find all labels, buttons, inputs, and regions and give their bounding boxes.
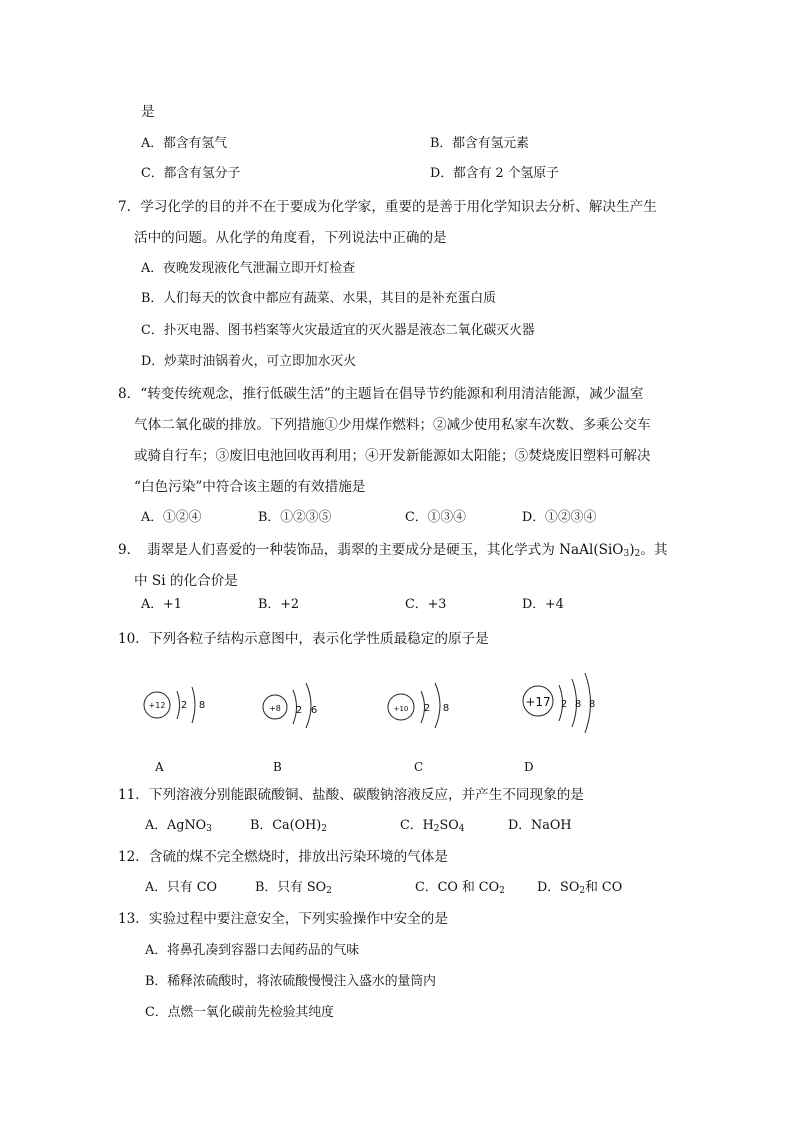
q12-stem-line1: 12．含硫的煤不完全燃烧时，排放出污染环境的气体是	[118, 849, 448, 865]
q7-option-b: B．人们每天的饮食中都应有蔬菜、水果，其目的是补充蛋白质	[141, 291, 496, 306]
q8-stem-line3: 或骑自行车；③废旧电池回收再利用；④开发新能源如太阳能；⑤焚烧废旧塑料可解决	[134, 448, 651, 464]
q8-stem-line1: 8．“转变传统观念，推行低碳生活”的主题旨在倡导节约能源和利用清洁能源，减少温室	[118, 386, 644, 402]
q7-option-a: A．夜晚发现液化气泄漏立即开灯检查	[141, 261, 355, 276]
q6-option-c: C．都含有氢分子	[141, 166, 241, 181]
q7-stem-line2: 活中的问题。从化学的角度看，下列说法中正确的是	[134, 230, 447, 246]
diagram-label-c: C	[414, 760, 424, 774]
electron-count-d-3: 8	[588, 699, 596, 710]
q9-stem-line2: 中 Si 的化合价是	[134, 573, 238, 589]
q8-stem-line4: “白色污染”中符合该主题的有效措施是	[134, 479, 366, 495]
q9-option-a: A．+1	[141, 597, 182, 612]
q12-option-c: C．CO 和 $CO_2$	[415, 880, 505, 896]
q8-option-b: B．①②③⑤	[258, 510, 332, 525]
nucleus-charge-c: +10	[393, 705, 409, 713]
q11-stem-line1: 11．下列溶液分别能跟硫酸铜、盐酸、碳酸钠溶液反应，并产生不同现象的是	[118, 787, 584, 803]
q6-option-a: A．都含有氢气	[141, 136, 228, 151]
q8-option-c: C．①③④	[405, 510, 466, 525]
q12-option-b: B．只有 $SO_2$	[255, 880, 332, 896]
electron-count-c-2: 8	[442, 703, 450, 714]
q7-option-c: C．扑灭电器、图书档案等火灾最适宜的灭火器是液态二氧化碳灭火器	[141, 323, 535, 338]
q6-option-d: D．都含有 2 个氢原子	[430, 166, 559, 181]
q9-option-d: D．+4	[522, 597, 564, 612]
diagram-label-b: B	[273, 760, 282, 774]
nucleus-charge-b: +8	[269, 704, 281, 713]
atom-diagram-d	[523, 673, 595, 733]
electron-count-b-1: 2	[295, 705, 303, 716]
diagram-label-a: A	[155, 760, 164, 774]
q8-option-d: D．①②③④	[522, 510, 597, 525]
electron-count-a-2: 8	[198, 700, 206, 711]
electron-shell-a-1	[177, 691, 180, 719]
electron-count-b-2: 6	[310, 705, 318, 716]
diagram-label-d: D	[524, 760, 534, 774]
q6-stem-tail: 是	[141, 104, 155, 120]
q12-option-a: A．只有 CO	[145, 880, 217, 895]
atom-diagram-b	[263, 683, 317, 728]
q8-option-a: A．①②④	[141, 510, 202, 525]
q13-option-b: B．稀释浓硫酸时，将浓硫酸慢慢注入盛水的量筒内	[145, 974, 436, 989]
electron-count-d-1: 2	[560, 699, 568, 710]
q9-option-b: B．+2	[258, 597, 300, 612]
q11-option-c: C．$H_2SO_4$	[400, 818, 465, 834]
q7-stem-line1: 7．学习化学的目的并不在于要成为化学家，重要的是善于用化学知识去分析、解决生产生	[118, 199, 657, 215]
q7-option-d: D．炒菜时油锅着火，可立即加水灭火	[141, 354, 357, 369]
q8-stem-line2: 气体二氧化碳的排放。下列措施①少用煤作燃料；②减少使用私家车次数、多乘公交车	[134, 417, 651, 433]
q9-option-c: C．+3	[405, 597, 447, 612]
q6-option-b: B．都含有氢元素	[430, 136, 529, 151]
q11-option-d: D．NaOH	[508, 818, 572, 833]
q11-option-a: A．AgNO$_3$	[145, 818, 212, 834]
q12-option-d: D．$SO_2$和 CO	[537, 880, 623, 896]
atom-diagram-a	[144, 687, 205, 723]
q13-option-c: C．点燃一氧化碳前先检验其纯度	[145, 1005, 334, 1020]
nucleus-charge-a: +12	[148, 701, 166, 710]
q10-stem-line1: 10．下列各粒子结构示意图中，表示化学性质最稳定的原子是	[118, 631, 489, 647]
electron-shell-c-2	[435, 683, 440, 728]
q9-stem-line1: 9． 翡翠是人们喜爱的一种装饰品，翡翠的主要成分是硬玉，其化学式为 $NaAl(SiO_3)_2$。其	[118, 542, 668, 559]
q11-option-b: B．$Ca(OH)_2$	[250, 818, 327, 834]
electron-count-a-1: 2	[180, 700, 188, 711]
q13-option-a: A．将鼻孔凑到容器口去闻药品的气味	[145, 943, 359, 958]
atom-structure-diagrams	[130, 665, 630, 745]
nucleus-charge-d: +17	[525, 695, 551, 709]
electron-shell-a-2	[192, 687, 195, 723]
q13-stem-line1: 13．实验过程中要注意安全，下列实验操作中安全的是	[118, 911, 448, 927]
electron-count-d-2: 8	[574, 699, 582, 710]
electron-count-c-1: 2	[423, 703, 431, 714]
atom-diagram-c	[388, 683, 449, 728]
